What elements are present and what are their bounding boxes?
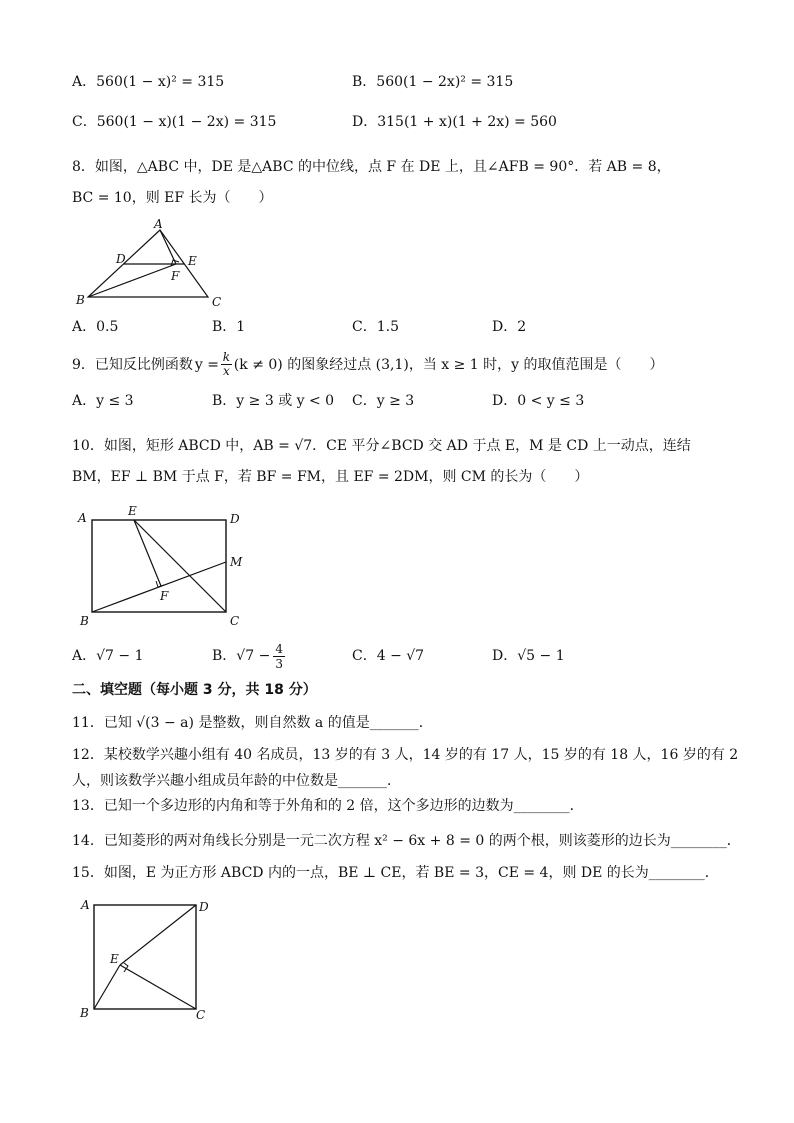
q9-suffix: (k ≠ 0) 的图象经过点 (3,1)，当 x ≥ 1 时，y 的取值范围是（ ） <box>233 356 664 373</box>
segment-ec <box>134 520 226 612</box>
option-label: A． <box>72 648 97 664</box>
label-b: B <box>76 293 85 307</box>
option-label: D． <box>492 393 518 409</box>
label-c: C <box>196 1008 206 1022</box>
label-a: A <box>78 511 87 525</box>
option-label: B． <box>212 648 237 664</box>
q7-option-a[interactable] <box>72 73 224 91</box>
frac-numerator: 4 <box>275 641 283 656</box>
q7-option-b[interactable] <box>352 73 513 91</box>
q9-option-a[interactable] <box>72 392 134 410</box>
option-text: 4 − √7 <box>376 648 425 664</box>
option-text: 560(1 − 2x)² = 315 <box>376 74 514 90</box>
q10-stem-line2: BM，EF ⊥ BM 于点 F，若 BF = FM，且 EF = 2DM，则 CM 的长为（ ） <box>72 469 589 485</box>
q13-stem: 13．已知一个多边形的内角和等于外角和的 2 倍，这个多边形的边数为________． <box>72 798 584 814</box>
rectangle-abcd <box>92 520 226 612</box>
label-c: C <box>230 614 240 628</box>
q10-rectangle-figure <box>72 498 252 630</box>
label-d: D <box>199 900 209 914</box>
q9-option-d[interactable] <box>492 392 584 410</box>
q15-square-figure <box>72 893 222 1025</box>
q8-triangle-figure <box>72 218 232 310</box>
label-e: E <box>110 952 119 966</box>
label-d: D <box>230 512 240 526</box>
label-a: A <box>81 898 90 912</box>
q9-stem <box>72 351 664 378</box>
option-text: 1.5 <box>376 319 399 335</box>
option-label: C． <box>352 648 377 664</box>
label-m: M <box>230 555 243 569</box>
section-title-fill-in: 二、填空题（每小题 3 分，共 18 分） <box>72 682 317 698</box>
segment-af <box>160 230 176 264</box>
q10-stem-line1: 10．如图，矩形 ABCD 中，AB = √7．CE 平分∠BCD 交 AD 于点 E，M 是 CD 上一动点，连结 <box>72 438 691 454</box>
option-text: 560(1 − x)(1 − 2x) = 315 <box>96 114 277 130</box>
option-text: √7 − <box>236 648 271 664</box>
q15-stem: 15．如图，E 为正方形 ABCD 内的一点，BE ⊥ CE，若 BE = 3，CE = 4，则 DE 的长为________． <box>72 865 719 881</box>
segment-ce <box>120 965 196 1009</box>
q7-option-d[interactable] <box>352 113 557 131</box>
segment-bf <box>88 264 176 297</box>
label-a: A <box>154 218 163 231</box>
option-label: C． <box>352 393 377 409</box>
q9-option-c[interactable] <box>352 392 414 410</box>
q9-func-y: y = <box>194 356 220 373</box>
option-text: 1 <box>236 319 246 335</box>
option-label: A． <box>72 393 97 409</box>
q8-option-b[interactable] <box>212 318 245 336</box>
option-label: B． <box>212 319 237 335</box>
label-f: F <box>160 589 169 603</box>
q8-stem-line2: BC = 10，则 EF 长为（ ） <box>72 190 273 206</box>
label-f: F <box>171 269 180 283</box>
option-label: B． <box>352 74 377 90</box>
q9-prefix: 9．已知反比例函数 <box>72 356 193 373</box>
frac-numerator: k <box>222 350 231 364</box>
option-fraction <box>273 642 285 671</box>
label-c: C <box>212 295 222 309</box>
segment-ef <box>134 520 161 586</box>
label-d: D <box>116 252 126 266</box>
option-text: y ≥ 3 或 y < 0 <box>236 393 335 409</box>
option-text: 560(1 − x)² = 315 <box>96 74 225 90</box>
option-label: D． <box>492 648 518 664</box>
q10-option-d[interactable] <box>492 647 565 665</box>
q7-option-c[interactable] <box>72 113 276 131</box>
q14-stem: 14．已知菱形的两对角线长分别是一元二次方程 x² − 6x + 8 = 0 的两个根，则该菱形的边长为________． <box>72 833 741 849</box>
segment-be <box>94 965 120 1009</box>
option-label: C． <box>352 319 377 335</box>
label-e: E <box>188 254 197 268</box>
q10-option-a[interactable] <box>72 647 144 665</box>
q12-stem-line2: 人，则该数学兴趣小组成员年龄的中位数是_______． <box>72 773 401 789</box>
option-text: y ≤ 3 <box>96 393 134 409</box>
q9-option-b[interactable] <box>212 392 334 410</box>
q8-option-a[interactable] <box>72 318 118 336</box>
option-label: A． <box>72 319 97 335</box>
label-b: B <box>80 614 89 628</box>
option-text: √5 − 1 <box>517 648 565 664</box>
option-label: B． <box>212 393 237 409</box>
q12-stem-line1: 12．某校数学兴趣小组有 40 名成员，13 岁的有 3 人，14 岁的有 17 人，15 岁的有 18 人，16 岁的有 2 <box>72 747 739 763</box>
q8-option-d[interactable] <box>492 318 526 336</box>
option-text: 0 < y ≤ 3 <box>517 393 585 409</box>
q10-option-c[interactable] <box>352 647 424 665</box>
q11-stem: 11．已知 √(3 − a) 是整数，则自然数 a 的值是_______． <box>72 715 433 731</box>
option-label: A． <box>72 74 97 90</box>
q9-fraction <box>221 351 232 378</box>
option-label: D． <box>492 319 518 335</box>
option-text: 315(1 + x)(1 + 2x) = 560 <box>377 114 557 130</box>
frac-denominator: x <box>223 364 230 378</box>
frac-denominator: 3 <box>275 656 283 671</box>
option-text: √7 − 1 <box>96 648 144 664</box>
q10-option-b[interactable] <box>212 638 285 674</box>
option-text: 2 <box>517 319 527 335</box>
q8-option-c[interactable] <box>352 318 399 336</box>
label-e: E <box>128 504 137 518</box>
option-label: D． <box>352 114 378 130</box>
option-label: C． <box>72 114 97 130</box>
option-text: y ≥ 3 <box>376 393 415 409</box>
label-b: B <box>80 1006 89 1020</box>
q8-stem-line1: 8．如图，△ABC 中，DE 是△ABC 的中位线，点 F 在 DE 上，且∠AFB = 90°．若 AB = 8， <box>72 159 671 175</box>
option-text: 0.5 <box>96 319 119 335</box>
segment-de <box>120 905 196 965</box>
